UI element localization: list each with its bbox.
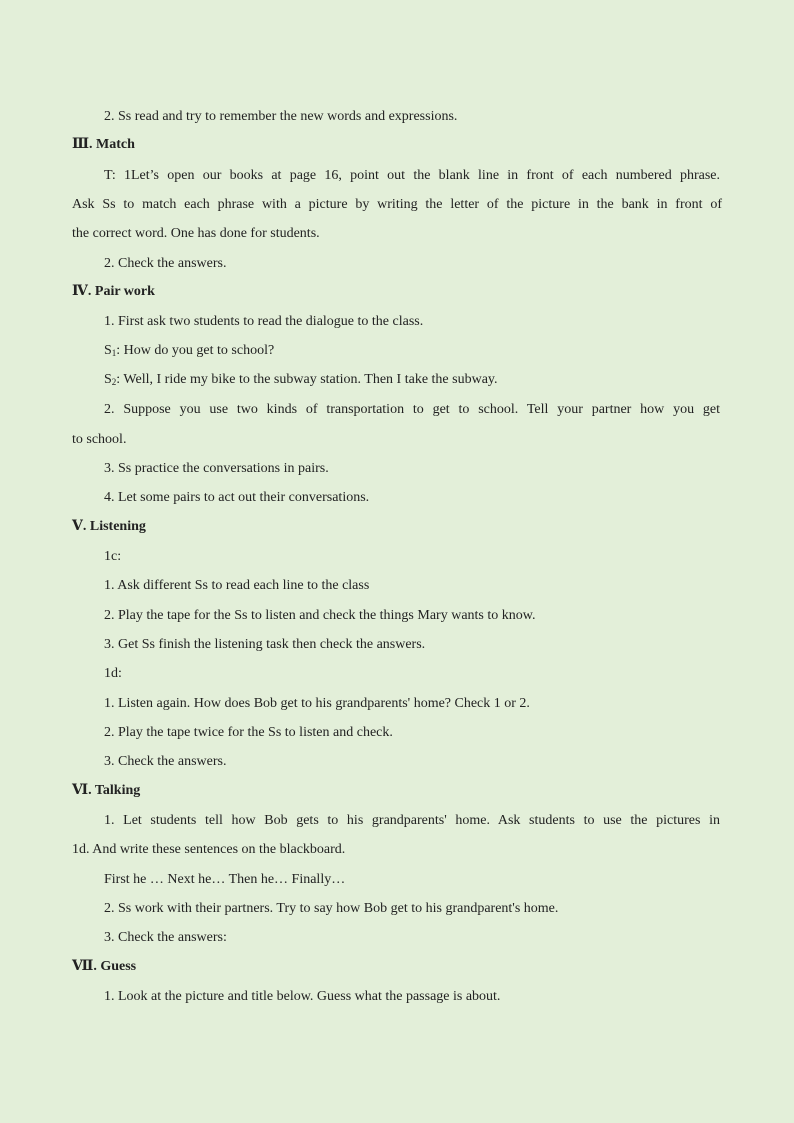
dialogue-line-s2 — [104, 371, 498, 391]
text-line: 2. Ss read and try to remember the new words and expressions. — [104, 109, 458, 124]
section-heading-match: Ⅲ. Match — [72, 137, 135, 152]
section-heading-talking: Ⅵ. Talking — [72, 783, 141, 798]
speaker-label: S — [104, 343, 112, 358]
text-line: 3. Check the answers. — [104, 754, 227, 769]
speaker-label: S — [104, 372, 112, 387]
dialogue-text: : Well, I ride my bike to the subway station. Then I take the subway. — [116, 372, 498, 387]
text-line: 2. Suppose you use two kinds of transportation to get to school. Tell your partner how you get — [104, 402, 720, 417]
text-line: 1. Ask different Ss to read each line to the class — [104, 578, 370, 593]
text-line: 1. First ask two students to read the dialogue to the class. — [104, 314, 424, 329]
text-line: 1. Listen again. How does Bob get to his grandparents' home? Check 1 or 2. — [104, 696, 530, 711]
text-line: 2. Play the tape twice for the Ss to listen and check. — [104, 725, 393, 740]
section-heading-listening: Ⅴ. Listening — [72, 519, 146, 534]
text-line: T: 1Let’s open our books at page 16, point out the blank line in front of each numbered phrase. — [104, 168, 720, 183]
text-line: the correct word. One has done for students. — [72, 226, 320, 241]
text-line: Ask Ss to match each phrase with a picture by writing the letter of the picture in the bank in front of — [72, 197, 722, 212]
text-line: First he … Next he… Then he… Finally… — [104, 872, 346, 887]
section-heading-guess: Ⅶ. Guess — [72, 959, 137, 974]
text-line: 2. Play the tape for the Ss to listen and check the things Mary wants to know. — [104, 608, 536, 623]
text-line: 4. Let some pairs to act out their conversations. — [104, 490, 370, 505]
text-line: 2. Ss work with their partners. Try to say how Bob get to his grandparent's home. — [104, 901, 559, 916]
text-line: 3. Get Ss finish the listening task then check the answers. — [104, 637, 426, 652]
speaker-subscript: 2 — [111, 377, 117, 387]
text-line: 3. Check the answers: — [104, 930, 227, 945]
text-line: 3. Ss practice the conversations in pairs. — [104, 461, 329, 476]
text-line: 1c: — [104, 549, 122, 564]
text-line: 2. Check the answers. — [104, 256, 227, 271]
text-line: 1. Let students tell how Bob gets to his grandparents' home. Ask students to use the pictures in — [104, 813, 720, 828]
text-line: 1d: — [104, 666, 122, 681]
section-heading-pair-work: Ⅳ. Pair work — [72, 284, 155, 299]
text-line: 1. Look at the picture and title below. Guess what the passage is about. — [104, 989, 501, 1004]
text-line: to school. — [72, 432, 127, 447]
dialogue-text: : How do you get to school? — [116, 343, 275, 358]
dialogue-line-s1 — [104, 342, 274, 362]
speaker-subscript: 1 — [111, 348, 117, 358]
text-line: 1d. And write these sentences on the blackboard. — [72, 842, 346, 857]
